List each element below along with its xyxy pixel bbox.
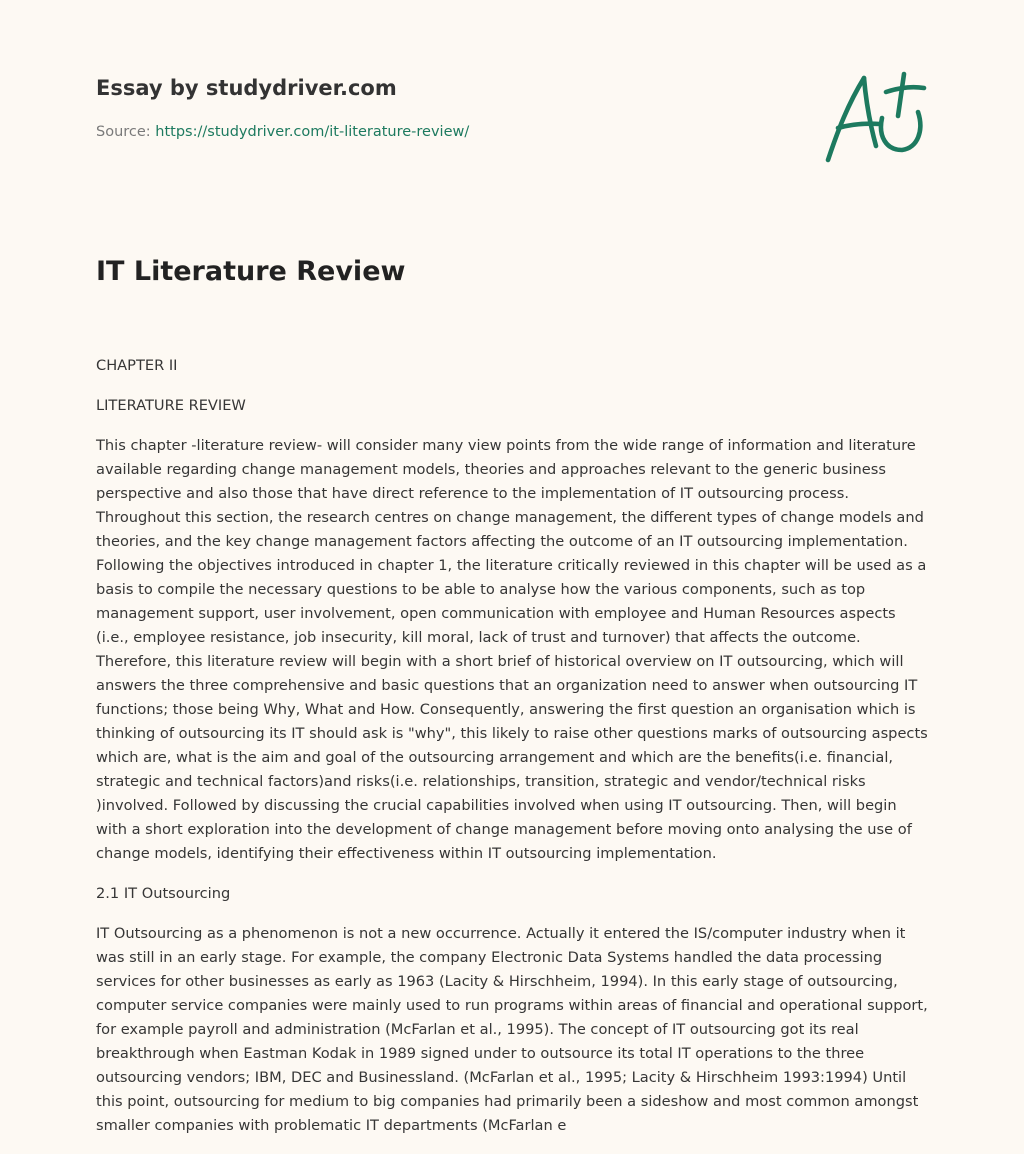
- subsection-heading: 2.1 IT Outsourcing: [96, 885, 231, 902]
- source-line: [96, 124, 469, 140]
- intro-paragraph: This chapter -literature review- will consider many view points from the wide range of information and literature available regarding change management models, theories and approaches relevant to the generic business perspective and also those that have direct reference to the implementation of IT outsourcing process. Throughout this section, the research centres on change management, the different types of change models and theories, and the key change management factors affecting the outcome of an IT outsourcing implementation. Following the objectives introduced in chapter 1, the literature critically reviewed in this chapter will be used as a basis to compile the necessary questions to be able to analyse how the various components, such as top management support, user involvement, open communication with employee and Human Resources aspects (i.e., employee resistance, job insecurity, kill moral, lack of trust and turnover) that affects the outcome. Therefore, this literature review will begin with a short brief of historical overview on IT outsourcing, which will answers the three comprehensive and basic questions that an organization need to answer when outsourcing IT functions; those being Why, What and How. Consequently, answering the first question an organisation which is thinking of outsourcing its IT should ask is "why", this likely to raise other questions marks of outsourcing aspects which are, what is the aim and goal of the outsourcing arrangement and which are the benefits(i.e. financial, strategic and technical factors)and risks(i.e. relationships, transition, strategic and vendor/technical risks )involved. Followed by discussing the crucial capabilities involved when using IT outsourcing. Then, will begin with a short exploration into the development of change management before moving onto analysing the use of change models, identifying their effectiveness within IT outsourcing implementation.: [96, 437, 928, 862]
- brand-title: Essay by studydriver.com: [96, 76, 397, 100]
- source-link[interactable]: https://studydriver.com/it-literature-review/: [155, 124, 470, 140]
- document-title: IT Literature Review: [96, 256, 406, 287]
- section-heading: LITERATURE REVIEW: [96, 397, 246, 414]
- source-label: Source:: [96, 124, 156, 140]
- document-body: [96, 354, 928, 1154]
- outsourcing-paragraph: IT Outsourcing as a phenomenon is not a new occurrence. Actually it entered the IS/computer industry when it was still in an early stage. For example, the company Electronic Data Systems handled the data processing services for other businesses as early as 1963 (Lacity & Hirschheim, 1994). In this early stage of outsourcing, computer service companies were mainly used to run programs within areas of financial and operational support, for example payroll and administration (McFarlan et al., 1995). The concept of IT outsourcing got its real breakthrough when Eastman Kodak in 1989 signed under to outsource its total IT operations to the three outsourcing vendors; IBM, DEC and Businessland. (McFarlan et al., 1995; Lacity & Hirschheim 1993:1994) Until this point, outsourcing for medium to big companies had primarily been a sideshow and most common amongst smaller companies with problematic IT departments (McFarlan e: [96, 925, 928, 1134]
- a-plus-logo-icon: [822, 68, 928, 166]
- chapter-label: CHAPTER II: [96, 357, 178, 374]
